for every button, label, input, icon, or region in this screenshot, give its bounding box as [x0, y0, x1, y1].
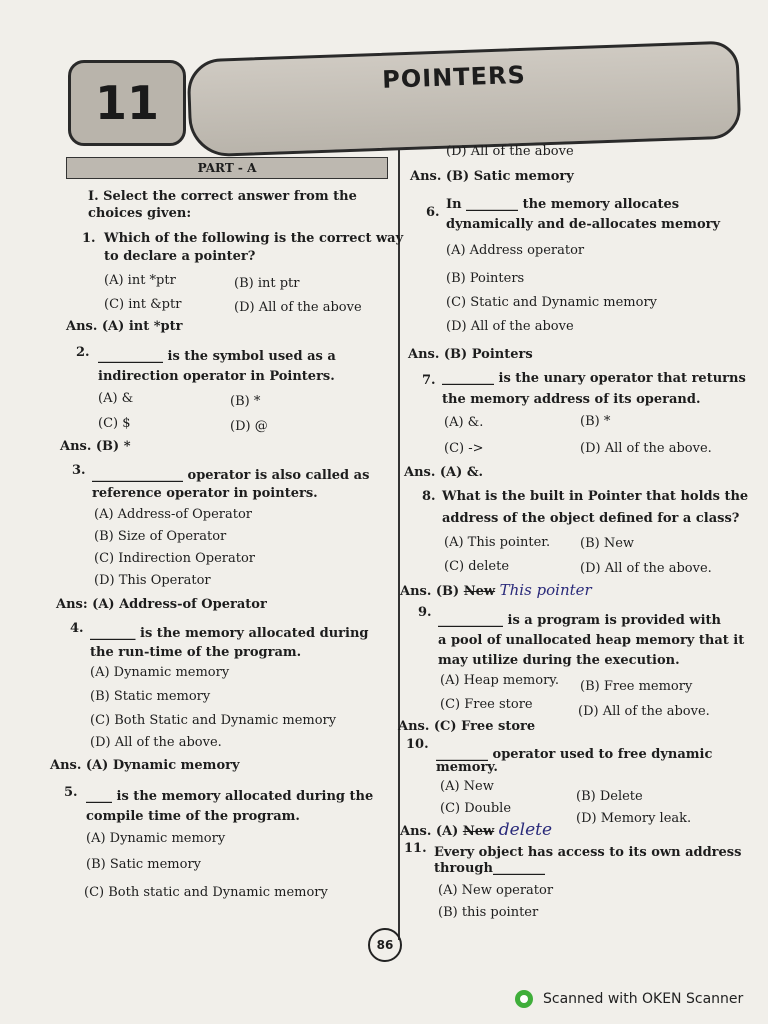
q8-option-d: (D) All of the above.	[580, 561, 712, 576]
chapter-number: 11	[94, 76, 159, 130]
q3-number: 3.	[72, 463, 86, 478]
q1-option-b: (B) int ptr	[234, 276, 300, 291]
q9-option-d: (D) All of the above.	[578, 704, 710, 719]
q1-answer: Ans. (A) int *ptr	[66, 319, 183, 334]
q9-answer: Ans. (C) Free store	[398, 719, 536, 734]
instructions: I. Select the correct answer from the choices given:	[88, 189, 357, 221]
q7-answer: Ans. (A) &.	[404, 465, 484, 480]
q2-option-c: (C) $	[98, 416, 131, 431]
q1-number: 1.	[82, 231, 96, 246]
q6-answer: Ans. (B) Pointers	[408, 347, 533, 362]
q7-option-b: (B) *	[580, 414, 611, 429]
q4-number: 4.	[70, 621, 84, 636]
q6-number: 6.	[426, 205, 440, 220]
q9-line3: may utilize during the execution.	[438, 653, 680, 668]
q8-line2: address of the object defined for a class?	[442, 511, 740, 526]
q4-option-c: (C) Both Static and Dynamic memory	[90, 713, 337, 728]
q3-answer: Ans: (A) Address-of Operator	[56, 597, 267, 612]
q11-number: 11.	[404, 841, 427, 856]
q3-line1: ______________ operator is also called as	[92, 468, 370, 483]
q3-option-b: (B) Size of Operator	[94, 529, 227, 544]
q1-option-c: (C) int &ptr	[104, 297, 182, 312]
q8-line1: What is the built in Pointer that holds the	[442, 489, 749, 504]
q1-option-d: (D) All of the above	[234, 300, 362, 315]
q8-answer	[400, 582, 592, 600]
q1-line2: to declare a pointer?	[104, 249, 256, 264]
q10-option-c: (C) Double	[440, 801, 512, 816]
q5-option-d: (D) All of the above	[446, 144, 574, 159]
q2-option-d: (D) @	[230, 419, 268, 434]
q3-option-a: (A) Address-of Operator	[94, 507, 253, 522]
q3-option-c: (C) Indirection Operator	[94, 551, 256, 566]
chapter-title-banner	[186, 40, 741, 157]
q6-line1: In ________ the memory allocates	[446, 197, 680, 212]
q8-answer-handwritten: This pointer	[499, 581, 592, 599]
q8-option-c: (C) delete	[444, 559, 510, 574]
q4-option-b: (B) Static memory	[90, 689, 211, 704]
q5-option-a: (A) Dynamic memory	[86, 831, 226, 846]
q5-line1: ____ is the memory allocated during the	[86, 789, 374, 804]
q10-line1: ________ operator used to free dynamic	[436, 747, 713, 762]
q10-answer-prefix: Ans. (A)	[400, 824, 459, 839]
q4-line1: _______ is the memory allocated during	[90, 626, 369, 641]
q4-line2: the run-time of the program.	[90, 645, 302, 660]
q10-answer	[400, 822, 552, 840]
q2-line2: indirection operator in Pointers.	[98, 369, 335, 384]
q7-option-c: (C) ->	[444, 441, 484, 456]
q5-option-b: (B) Satic memory	[86, 857, 202, 872]
q7-line1: ________ is the unary operator that returns	[442, 371, 746, 386]
q1-line1: Which of the following is the correct way	[104, 231, 404, 246]
q6-option-d: (D) All of the above	[446, 319, 574, 334]
q6-option-a: (A) Address operator	[446, 243, 585, 258]
scanner-text: Scanned with OKEN Scanner	[543, 991, 744, 1007]
q10-answer-struck: New	[462, 824, 495, 839]
q10-option-b: (B) Delete	[576, 789, 643, 804]
q2-line1: __________ is the symbol used as a	[98, 349, 336, 364]
q2-option-b: (B) *	[230, 394, 261, 409]
q8-answer-prefix: Ans. (B)	[400, 584, 460, 599]
q10-line2: memory.	[436, 760, 498, 775]
q9-option-b: (B) Free memory	[580, 679, 693, 694]
page-number: 86	[368, 928, 402, 962]
q4-option-d: (D) All of the above.	[90, 735, 222, 750]
q4-answer: Ans. (A) Dynamic memory	[50, 758, 240, 773]
q5-line2: compile time of the program.	[86, 809, 300, 824]
q8-option-b: (B) New	[580, 536, 635, 551]
chapter-title: POINTERS	[381, 60, 527, 94]
q10-number: 10.	[406, 737, 429, 752]
q6-option-c: (C) Static and Dynamic memory	[446, 295, 657, 310]
q9-option-c: (C) Free store	[440, 697, 533, 712]
q4-option-a: (A) Dynamic memory	[90, 665, 230, 680]
q5-answer: Ans. (B) Satic memory	[410, 169, 574, 184]
q11-line1: Every object has access to its own address	[434, 845, 742, 860]
q1-option-a: (A) int *ptr	[104, 273, 176, 288]
q7-option-d: (D) All of the above.	[580, 441, 712, 456]
q11-option-a: (A) New operator	[438, 883, 554, 898]
part-a-heading: PART - A	[66, 157, 388, 179]
q11-option-b: (B) this pointer	[438, 905, 539, 920]
q9-line2: a pool of unallocated heap memory that it	[438, 633, 745, 648]
oken-scanner-logo-icon	[515, 990, 533, 1008]
chapter-number-box	[68, 60, 186, 146]
q9-number: 9.	[418, 605, 432, 620]
q7-number: 7.	[422, 373, 436, 388]
q8-number: 8.	[422, 489, 436, 504]
q5-number: 5.	[64, 785, 78, 800]
q7-option-a: (A) &.	[444, 415, 484, 430]
q3-option-d: (D) This Operator	[94, 573, 211, 588]
q3-line2: reference operator in pointers.	[92, 486, 318, 501]
q11-line2: through________	[434, 861, 545, 876]
q2-number: 2.	[76, 345, 90, 360]
q9-option-a: (A) Heap memory.	[440, 673, 560, 688]
q6-line2: dynamically and de-allocates memory	[446, 217, 721, 232]
q2-option-a: (A) &	[98, 391, 134, 406]
q10-answer-handwritten: delete	[498, 820, 553, 840]
q8-option-a: (A) This pointer.	[444, 535, 551, 550]
q2-answer: Ans. (B) *	[60, 439, 131, 454]
q7-line2: the memory address of its operand.	[442, 392, 701, 407]
q6-option-b: (B) Pointers	[446, 271, 525, 286]
q10-option-a: (A) New	[440, 779, 494, 794]
q5-option-c: (C) Both static and Dynamic memory	[84, 885, 328, 900]
q9-line1: __________ is a program is provided with	[438, 613, 721, 628]
q8-answer-struck: New	[463, 584, 496, 599]
q10-option-d: (D) Memory leak.	[576, 811, 692, 826]
scanner-watermark	[515, 990, 743, 1008]
